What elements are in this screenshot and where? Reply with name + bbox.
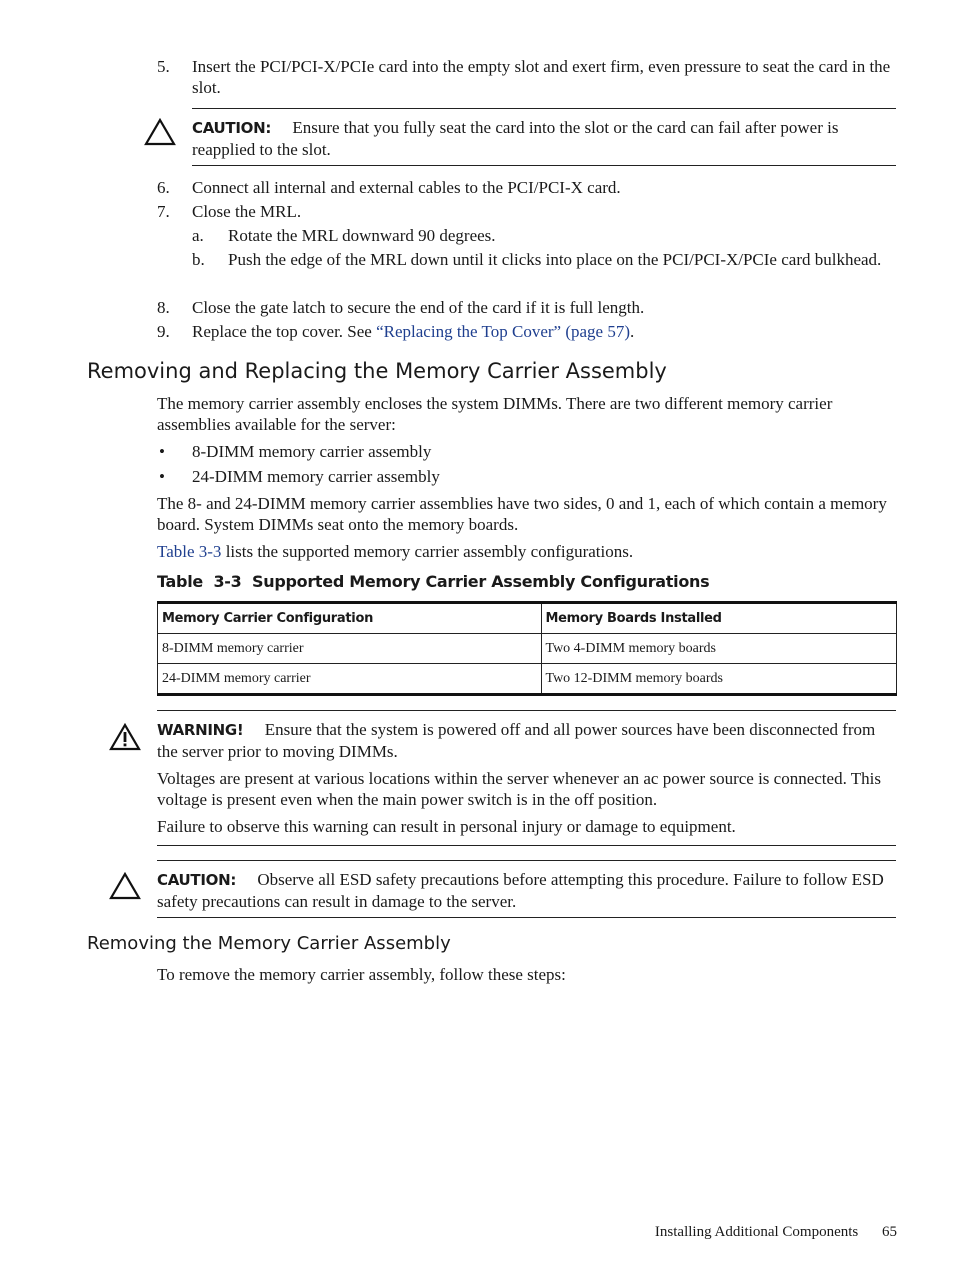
section-intro: The memory carrier assembly encloses the system DIMMs. There are two different memory carrier assemblies available for the server: <box>157 394 833 434</box>
step-text: Replace the top cover. See <box>192 322 377 341</box>
warning-notice <box>157 719 897 762</box>
step-7a <box>192 225 897 246</box>
warning-para-2: Voltages are present at various locations within the server whenever an ac power source is connected. This voltage is present even when the main power switch is in the off position. <box>157 769 881 809</box>
step-7b <box>192 249 897 270</box>
step-number: a. <box>192 226 204 245</box>
step-6 <box>157 177 897 198</box>
step-7 <box>157 201 897 222</box>
step-text: Push the edge of the MRL down until it clicks into place on the PCI/PCI-X/PCIe card bulkhead. <box>228 250 882 269</box>
table-3-3-link[interactable]: Table 3-3 <box>157 542 222 561</box>
caution-text: Observe all ESD safety precautions before attempting this procedure. Failure to follow ESD safety precautions can result in damage to the server. <box>157 870 884 911</box>
table-row <box>158 634 897 664</box>
section-para-3 <box>157 541 897 562</box>
column-header: Memory Carrier Configuration <box>158 603 542 634</box>
list-item <box>157 441 897 466</box>
table-row <box>158 664 897 695</box>
step-number: 9. <box>157 322 170 341</box>
caution-triangle-icon <box>109 872 141 900</box>
step-number: 7. <box>157 202 170 221</box>
step-9 <box>157 321 897 342</box>
config-table <box>157 601 897 696</box>
caution-bottom-rule <box>157 917 896 918</box>
step-number: b. <box>192 250 205 269</box>
step-text: Connect all internal and external cables to the PCI/PCI-X card. <box>192 178 621 197</box>
footer-section-title: Installing Additional Components <box>654 1224 859 1240</box>
list-item <box>157 466 897 491</box>
warning-para-3: Failure to observe this warning can result in personal injury or damage to equipment. <box>157 817 736 836</box>
caution-bottom-rule <box>192 165 896 166</box>
table-cell: Two 12-DIMM memory boards <box>541 664 897 695</box>
warning-bottom-rule <box>157 845 896 846</box>
bullet: • <box>159 442 165 461</box>
table-cell: 24-DIMM memory carrier <box>158 664 542 695</box>
para-text: lists the supported memory carrier assembly configurations. <box>221 542 634 561</box>
caution-text: Ensure that you fully seat the card into the slot or the card can fail after power is reapplied to the slot. <box>192 118 839 159</box>
step-number: 8. <box>157 298 170 317</box>
subsection-heading: Removing the Memory Carrier Assembly <box>87 933 451 954</box>
list-item-text: 8-DIMM memory carrier assembly <box>192 442 432 461</box>
caution-label: CAUTION: <box>192 119 272 137</box>
caution-top-rule <box>157 860 896 861</box>
warning-label: WARNING! <box>157 721 244 739</box>
caution-notice <box>157 869 897 912</box>
step-text-end: . <box>630 322 635 341</box>
caution-label: CAUTION: <box>157 871 237 889</box>
warning-text: Ensure that the system is powered off and all power sources have been disconnected from the server prior to moving DIMMs. <box>157 720 876 761</box>
subsection-intro: To remove the memory carrier assembly, follow these steps: <box>157 965 566 984</box>
warning-triangle-icon <box>109 723 141 751</box>
step-5 <box>157 56 897 98</box>
list-item-text: 24-DIMM memory carrier assembly <box>192 467 440 486</box>
caution-top-rule <box>192 108 896 109</box>
step-number: 5. <box>157 57 170 76</box>
step-text: Insert the PCI/PCI-X/PCIe card into the empty slot and exert firm, even pressure to seat the card in the slot. <box>192 57 891 97</box>
bullet: • <box>159 467 165 486</box>
table-cell: 8-DIMM memory carrier <box>158 634 542 664</box>
step-text: Close the gate latch to secure the end of the card if it is full length. <box>192 298 645 317</box>
caution-triangle-icon <box>144 118 176 146</box>
bullet-list <box>157 441 897 491</box>
step-number: 6. <box>157 178 170 197</box>
table-caption: Table 3-3 Supported Memory Carrier Assembly Configurations <box>157 572 710 591</box>
column-header: Memory Boards Installed <box>541 603 897 634</box>
warning-top-rule <box>157 710 896 711</box>
replacing-top-cover-link[interactable]: “Replacing the Top Cover” (page 57) <box>376 322 630 341</box>
section-para-2: The 8- and 24-DIMM memory carrier assemblies have two sides, 0 and 1, each of which contain a memory board. System DIMMs seat onto the memory boards. <box>157 494 887 534</box>
section-heading: Removing and Replacing the Memory Carrier Assembly <box>87 359 667 383</box>
page-number: 65 <box>882 1224 897 1240</box>
page-footer <box>500 1222 897 1243</box>
table-header-row <box>158 603 897 634</box>
step-8 <box>157 297 897 318</box>
caution-notice <box>192 117 897 160</box>
step-text: Close the MRL. <box>192 202 302 221</box>
step-text: Rotate the MRL downward 90 degrees. <box>228 226 496 245</box>
table-cell: Two 4-DIMM memory boards <box>541 634 897 664</box>
